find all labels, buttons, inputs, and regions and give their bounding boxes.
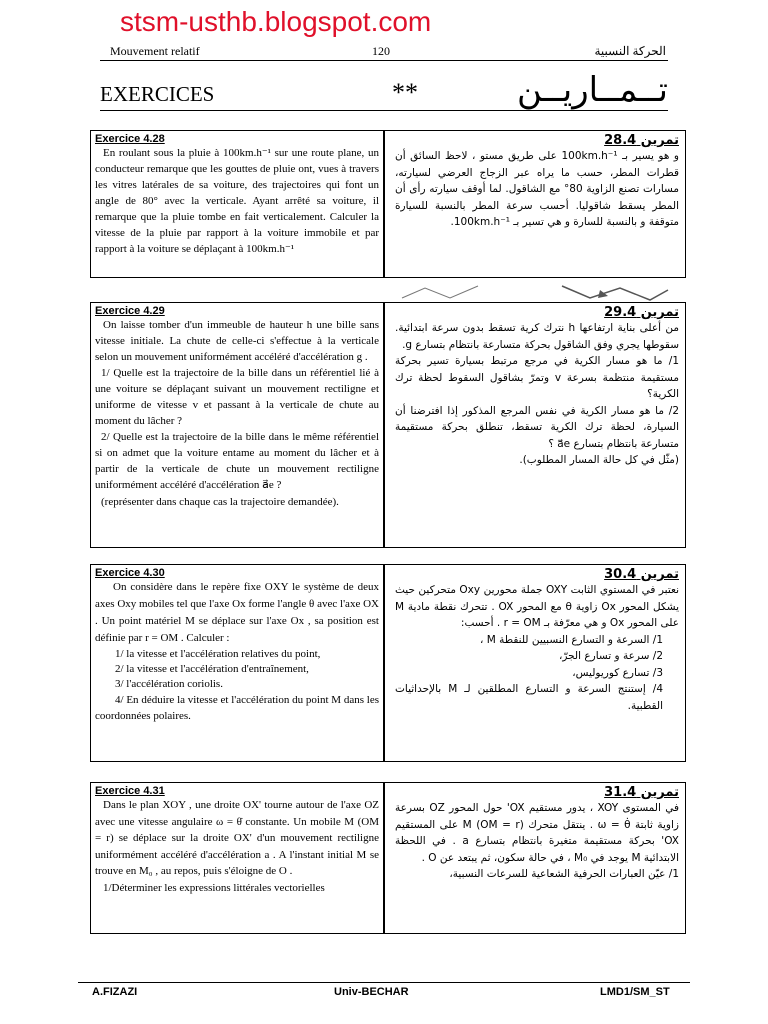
exercise-title-fr: Exercice 4.31 (95, 785, 165, 797)
exercise-text-ar: في المستوى XOY ، يدور مستقيم OX' حول المحور OZ بسرعة زاوية ثابتة ω = θ̇ . ينتقل متحرك M (OM = r) على المستقيم OX' بحركة مستقيمة متغيرة بانتظام بتسارع a . في اللحظة الابتدائية M يوجد في M₀ ، في حالة سكون، ثم يبتعد عن O . (395, 802, 679, 864)
arabic-column (389, 131, 685, 277)
exercise-title-ar: تمرين 30.4 (604, 567, 679, 582)
exercise-text-fr: (représenter dans chaque cas la trajectoire demandée). (101, 496, 339, 508)
page-number: 120 (372, 44, 390, 58)
exercise-title-fr: Exercice 4.28 (95, 133, 165, 145)
exercise-text-ar: (مثّل في كل حالة المسار المطلوب). (519, 454, 679, 466)
decorative-arrow-icon (400, 282, 480, 304)
exercise-text-ar: 2/ سرعة و تسارع الجرّ، (558, 650, 663, 662)
exercise-text-fr: On laisse tomber d'un immeuble de hauteur h une bille sans vitesse initiale. La chute de celle-ci s'effectue à la verticale selon un mouvement uniformément accéléré d'accélération g . (95, 319, 379, 363)
exercise-text-ar: 1/ ما هو مسار الكرية في مرجع مرتبط بسيارة تسير بحركة مستقيمة منتظمة بسرعة v وتمرّ بشاقول السقوط لحظة ترك الكرية؟ (395, 355, 679, 400)
exercise-text-fr: 1/Déterminer les expressions littérales vectorielles (103, 881, 325, 894)
title-rule (100, 110, 668, 111)
exercise-title-ar: تمرين 31.4 (604, 785, 679, 800)
footer-rule (78, 982, 690, 983)
french-column (91, 303, 385, 547)
exercise-text-fr: On considère dans le repère fixe OXY le système de deux axes Oxy mobiles tel que l'axe Ox forme l'angle θ avec l'axe OX . Un point matériel M se déplace sur l'axe Ox , sa position est définie par r = OM . Calculer : (95, 581, 379, 644)
exercise-text-fr: Dans le plan XOY , une droite OX' tourne autour de l'axe OZ avec une vitesse angulaire ω = θ̇ constante. Un mobile M (OM = r) se déplace sur la droite OX' d'un mouvement rectiligne uniformément accéléré d'accélération a . A l'instant initial M se trouve en M₀ , au repos, puis s'éloigne de O . (95, 799, 379, 877)
exercise-text-ar: 1/ عيّن العبارات الحرفية الشعاعية للسرعات النسبية، (449, 868, 679, 880)
exercise-text-fr: 3/ l'accélération coriolis. (115, 678, 223, 690)
exercise-text-ar: 3/ تسارع كوريوليس، (572, 666, 663, 679)
exercise-text-ar: و هو يسير بـ 100km.h⁻¹ على طريق مستو ، لاحظ السائق أن قطرات المطر، حسب ما يراه عبر الزجاج العرضي لسيارته، مسارات تصنع الزاوية 80° مع الشاقول. لما أوقف سيارته رأى أن المطر يسقط شاقوليا. أحسب سرعة المطر بالنسبة للسيارة متوقفة و بالنسبة للسارة و هي تسير بـ 100km.h⁻¹. (395, 150, 680, 228)
french-column (91, 131, 385, 277)
exercise-text-ar: من أعلى بناية ارتفاعها h نترك كرية تسقط بدون سرعة ابتدائية. سقوطها يجري وفق الشاقول بحركة متسارعة بانتظام بتسارع g. (395, 322, 680, 351)
french-column (91, 565, 385, 761)
footer-course: LMD1/SM_ST (600, 986, 670, 998)
site-url[interactable]: stsm-usthb.blogspot.com (120, 6, 432, 37)
header-rule (100, 60, 668, 61)
exercise-text-fr: 4/ En déduire la vitesse et l'accélération du point M dans les coordonnées polaires. (95, 694, 379, 722)
decorative-arrow-icon (560, 282, 670, 304)
exercise-text-fr: En roulant sous la pluie à 100km.h⁻¹ sur une route plane, un conducteur remarque que les gouttes de pluie ont, vues à travers les vitres latérales de sa voiture, des trajectoires qui font un angle de 80° avec la verticale. Ayant arrêté sa voiture, il remarque que la pluie tombe en fait verticalement. Calculer la vitesse de la pluie par rapport à la voiture immobile et par rapport à la voiture se déplaçant à 100km.h⁻¹ (95, 147, 379, 255)
exercise-box (90, 782, 686, 934)
exercise-box (90, 302, 686, 548)
exercise-title-ar: تمرين 29.4 (604, 305, 679, 320)
french-column (91, 783, 385, 933)
footer-university: Univ-BECHAR (334, 986, 409, 998)
exercise-title-fr: Exercice 4.30 (95, 567, 165, 579)
exercise-box (90, 564, 686, 762)
exercise-text-fr: 2/ la vitesse et l'accélération d'entraînement, (115, 663, 309, 675)
exercise-text-ar: 4/ إستنتج السرعة و التسارع المطلقين لـ M بالإحداثيات القطبية. (395, 683, 663, 712)
exercise-box (90, 130, 686, 278)
arabic-column (389, 783, 685, 933)
exercise-text-ar: 1/ السرعة و التسارع النسبيين للنقطة M ، (479, 633, 663, 646)
arabic-title: تــمــاريــن (516, 70, 668, 110)
arabic-column (389, 565, 685, 761)
exercise-text-ar: نعتبر في المستوي الثابت OXY جملة محورين Oxy متحركين حيث يشكل المحور Ox زاوية θ مع المحور OX . تتحرك نقطة مادية M على المحور Ox و هي معرّفة بـ r = OM . أحسب: (395, 584, 680, 629)
footer-author: A.FIZAZI (92, 986, 138, 998)
exercise-text-ar: 2/ ما هو مسار الكرية في نفس المرجع المذكور إذا افترضنا أن السيارة، لحظة ترك الكرية تسقط، تنطلق بحركة مستقيمة متسارعة بانتظام بتسارع a⃗e ؟ (395, 404, 679, 450)
arabic-column (389, 303, 685, 547)
stars: ** (392, 78, 418, 107)
exercise-title-ar: تمرين 28.4 (604, 133, 679, 148)
header-left: Mouvement relatif (110, 44, 200, 58)
header-right: الحركة النسبية (594, 44, 666, 58)
exercise-title-fr: Exercice 4.29 (95, 305, 165, 317)
exercise-text-fr: 1/ Quelle est la trajectoire de la bille dans un référentiel lié à une voiture se déplaçant suivant un mouvement rectiligne et uniforme de vitesse v et passant à la verticale de chute au moment du lâcher ? (95, 367, 379, 427)
exercise-text-fr: 2/ Quelle est la trajectoire de la bille dans le même référentiel si on admet que la voiture entame au moment du lâcher et à partir de la verticale de chute un mouvement rectiligne uniformément accéléré d'accélération a⃗e ? (95, 431, 379, 491)
exercise-text-fr: 1/ la vitesse et l'accélération relatives du point, (115, 648, 321, 660)
exercices-title: EXERCICES (100, 82, 215, 106)
